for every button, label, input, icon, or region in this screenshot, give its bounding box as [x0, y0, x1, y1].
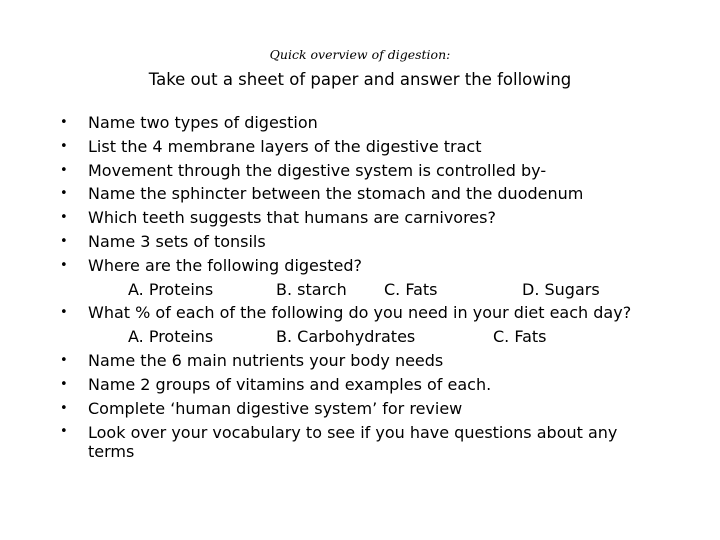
option-c: C. Fats [384, 279, 438, 299]
question-item [0, 349, 720, 373]
bullet-icon: • [60, 424, 68, 440]
question-item [0, 420, 720, 460]
question-item [0, 230, 720, 254]
question-item [0, 182, 720, 206]
option-a: A. Proteins [128, 279, 214, 299]
question-text: List the 4 membrane layers of the digestive tract [88, 136, 482, 156]
bullet-icon: • [60, 162, 68, 178]
question-text: Which teeth suggests that humans are carnivores? [88, 208, 496, 228]
question-text: Where are the following digested? [88, 255, 362, 275]
question-text: Name 3 sets of tonsils [88, 231, 266, 251]
bullet-icon: • [60, 233, 68, 249]
question-item [0, 397, 720, 421]
question-item [0, 254, 720, 278]
slide-subtitle: Take out a sheet of paper and answer the following [148, 70, 572, 89]
question-text: Movement through the digestive system is controlled by- [88, 160, 547, 180]
question-text: Name two types of digestion [88, 113, 318, 132]
question-text: What % of each of the following do you need in your diet each day? [88, 303, 632, 323]
bullet-icon: • [60, 186, 68, 202]
bullet-icon: • [60, 257, 68, 273]
bullet-icon: • [60, 376, 68, 392]
question-item [0, 135, 720, 159]
question-item [0, 111, 720, 135]
bullet-icon: • [60, 352, 68, 368]
question-item [0, 159, 720, 183]
slide-title: Quick overview of digestion: [269, 47, 451, 62]
question-text: Name 2 groups of vitamins and examples of each. [88, 374, 492, 394]
option-c: C. Fats [493, 327, 547, 347]
question-text: Complete ‘human digestive system’ for review [88, 398, 463, 418]
answer-options [0, 325, 720, 349]
option-a: A. Proteins [128, 327, 214, 347]
question-item [0, 373, 720, 397]
answer-options [0, 278, 720, 302]
bullet-icon: • [60, 115, 68, 130]
bullet-icon: • [60, 138, 68, 154]
question-list [0, 111, 720, 461]
question-text: Name the 6 main nutrients your body needs [88, 350, 444, 370]
option-d: D. Sugars [522, 279, 600, 299]
question-item [0, 301, 720, 325]
option-b: B. Carbohydrates [276, 327, 416, 347]
question-text: Look over your vocabulary to see if you have questions about any terms [88, 422, 618, 461]
bullet-icon: • [60, 305, 68, 321]
question-item [0, 206, 720, 230]
question-text: Name the sphincter between the stomach and the duodenum [88, 184, 584, 204]
option-b: B. starch [276, 279, 347, 299]
bullet-icon: • [60, 210, 68, 226]
bullet-icon: • [60, 400, 68, 416]
